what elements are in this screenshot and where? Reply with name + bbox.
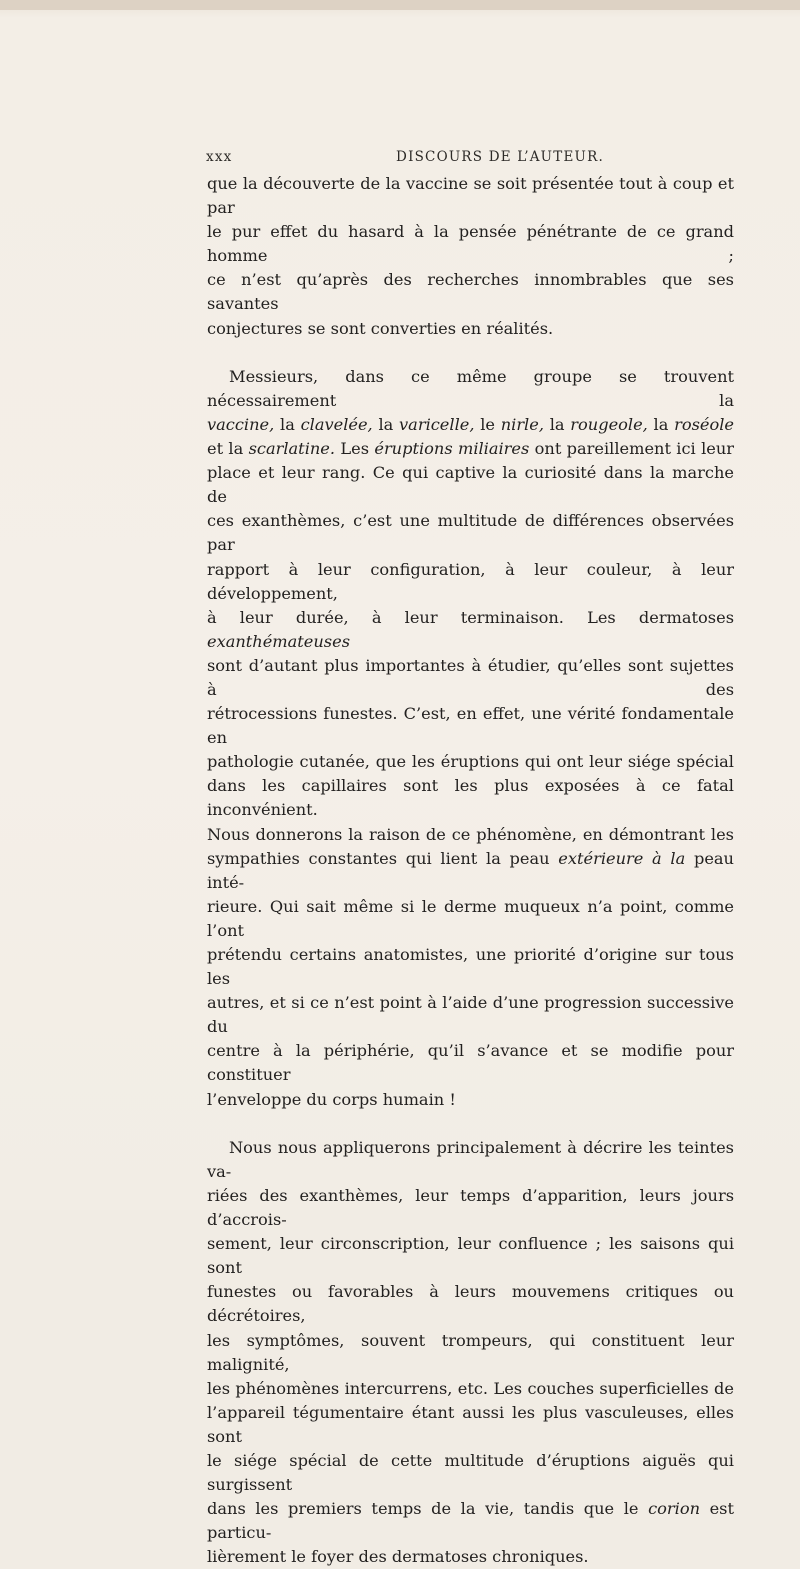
page-top-edge xyxy=(0,0,800,10)
text-line: centre à la périphérie, qu’il s’avance et se modifie pour constituer xyxy=(207,1041,734,1085)
text-line: ces exanthèmes, c’est une multitude de différences observées par xyxy=(207,511,734,555)
text-line: Nous donnerons la raison de ce phénomène, en démontrant les xyxy=(207,824,734,844)
text-line: que la découverte de la vaccine se soit présentée tout à coup et par xyxy=(207,174,734,218)
text-line: sympathies constantes qui lient la peau extérieure à la peau inté- xyxy=(207,848,734,892)
text-line: place et leur rang. Ce qui captive la curiosité dans la marche de xyxy=(207,463,734,507)
text-line: Nous nous appliquerons principalement à décrire les teintes va- xyxy=(207,1137,734,1181)
text-line: prétendu certains anatomistes, une priorité d’origine sur tous les xyxy=(207,945,734,989)
text-line: funestes ou favorables à leurs mouvemens critiques ou décrétoires, xyxy=(207,1282,734,1326)
running-title: DISCOURS DE L’AUTEUR. xyxy=(396,149,604,165)
body-text xyxy=(207,172,734,1569)
paragraph-gap xyxy=(207,1112,734,1136)
text-line: conjectures se sont converties en réalités. xyxy=(207,318,554,338)
text-line: les phénomènes intercurrens, etc. Les couches superficielles de xyxy=(207,1378,734,1398)
text-line: à leur durée, à leur terminaison. Les dermatoses exanthémateuses xyxy=(207,607,734,651)
text-line: dans les premiers temps de la vie, tandis que le corion est particu- xyxy=(207,1499,734,1543)
text-line: l’enveloppe du corps humain ! xyxy=(207,1089,456,1109)
text-line: les symptômes, souvent trompeurs, qui constituent leur malignité, xyxy=(207,1330,734,1374)
text-line: rapport à leur configuration, à leur couleur, à leur développement, xyxy=(207,559,734,603)
text-line: lièrement le foyer des dermatoses chroniques. xyxy=(207,1547,589,1567)
page-header xyxy=(206,149,734,165)
text-line: rieure. Qui sait même si le derme muqueux n’a point, comme l’ont xyxy=(207,896,734,940)
text-line: riées des exanthèmes, leur temps d’apparition, leurs jours d’accrois- xyxy=(207,1185,734,1230)
text-line: pathologie cutanée, que les éruptions qui ont leur siége spécial xyxy=(207,752,734,772)
text-line: le siége spécial de cette multitude d’éruptions aiguës qui surgissent xyxy=(207,1450,734,1495)
text-line: sement, leur circonscription, leur confluence ; les saisons qui sont xyxy=(207,1234,734,1278)
text-line: autres, et si ce n’est point à l’aide d’une progression successive du xyxy=(207,993,734,1037)
text-line: et la scarlatine. Les éruptions miliaires ont pareillement ici leur xyxy=(207,439,734,459)
text-line: le pur effet du hasard à la pensée pénétrante de ce grand homme ; xyxy=(207,222,734,266)
text-line: rétrocessions funestes. C’est, en effet, une vérité fondamentale en xyxy=(207,704,734,748)
text-line: l’appareil tégumentaire étant aussi les plus vasculeuses, elles sont xyxy=(207,1402,734,1446)
paragraph-gap xyxy=(207,341,734,365)
text-line: sont d’autant plus importantes à étudier, qu’elles sont sujettes à des xyxy=(207,655,734,699)
text-line: ce n’est qu’après des recherches innombrables que ses savantes xyxy=(207,270,734,314)
text-line: Messieurs, dans ce même groupe se trouvent nécessairement la xyxy=(207,366,734,410)
page-folio: xxx xyxy=(206,149,233,165)
text-line: dans les capillaires sont les plus exposées à ce fatal inconvénient. xyxy=(207,776,734,820)
text-line: vaccine, la clavelée, la varicelle, le nirle, la rougeole, la roséole xyxy=(207,414,734,434)
